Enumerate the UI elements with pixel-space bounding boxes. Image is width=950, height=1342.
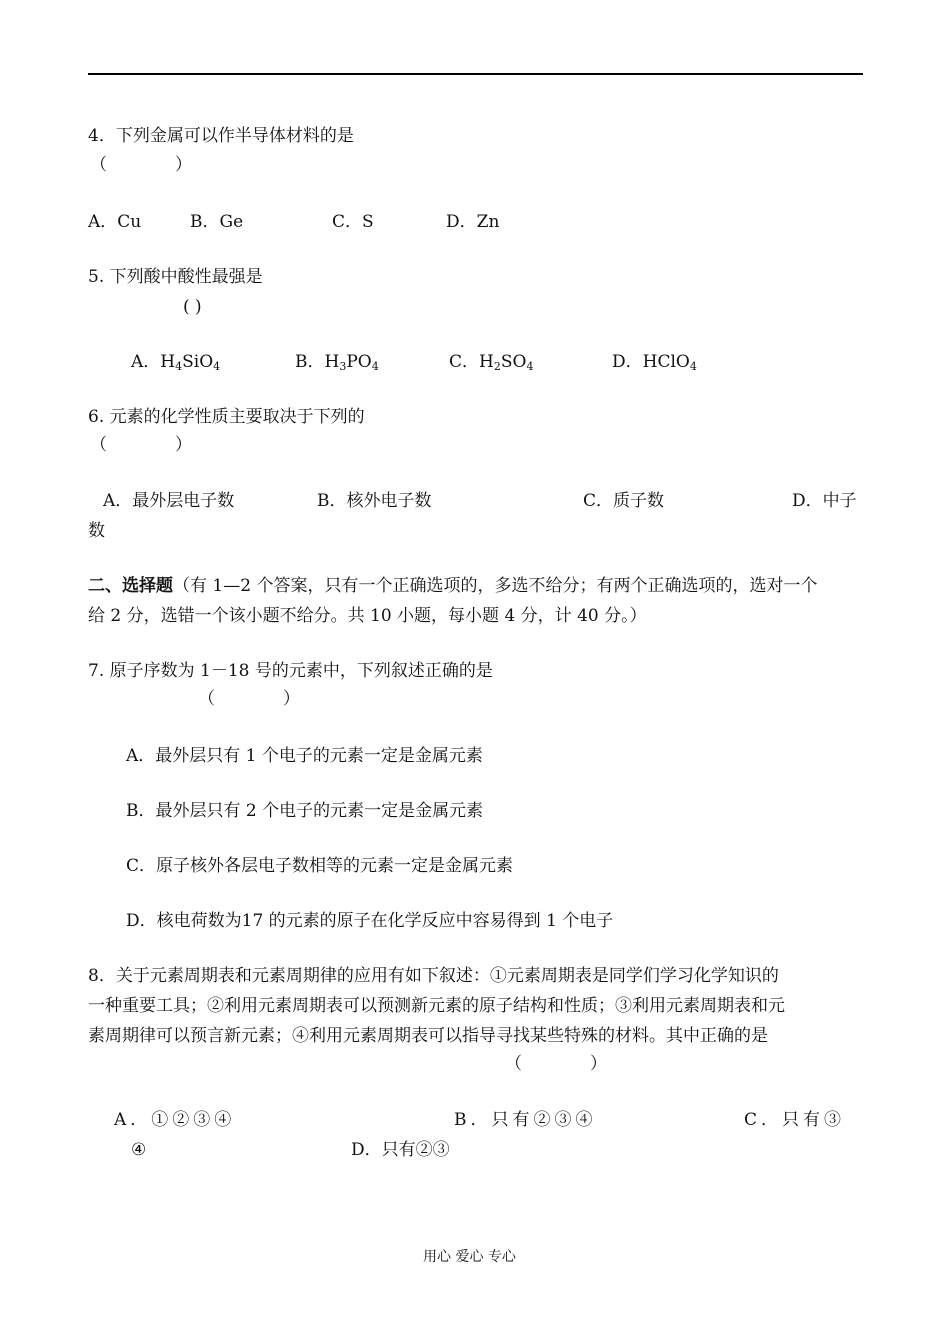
q8-answer-blank: （ ） [505, 1054, 607, 1074]
section2-instructions: （有 1—2 个答案，只有一个正确选项的，多选不给分；有两个正确选项的，选对一个 [173, 576, 818, 596]
q4-option-c: C．S [332, 212, 374, 232]
q7-option-b: B．最外层只有 2 个电子的元素一定是金属元素 [126, 801, 484, 821]
q5-option-a: A．$H_4SiO_4$ [131, 352, 221, 373]
q5-option-d: D．HClO$_4$ [612, 352, 697, 373]
q7-option-d: D．核电荷数为17 的元素的原子在化学反应中容易得到 1 个电子 [126, 911, 614, 931]
q4-option-b: B．Ge [190, 212, 244, 232]
q8-option-d: D．只有②③ [351, 1140, 450, 1160]
q5-option-c: C．$H_2SO_4$ [449, 352, 534, 373]
q7-option-a: A．最外层只有 1 个电子的元素一定是金属元素 [126, 746, 483, 766]
q5-stem: 5. 下列酸中酸性最强是 [88, 267, 263, 287]
q8-stem-line2: 一种重要工具；②利用元素周期表可以预测新元素的原子结构和性质；③利用元素周期表和元 [88, 996, 785, 1016]
q8-option-c-wrap: ④ [131, 1140, 147, 1160]
q7-option-c: C．原子核外各层电子数相等的元素一定是金属元素 [126, 856, 514, 876]
section2-instructions-cont: 给 2 分，选错一个该小题不给分。共 10 小题，每小题 4 分，计 40 分。） [88, 606, 647, 626]
q6-answer-blank: （ ） [90, 435, 192, 455]
q5-answer-blank: ( ) [183, 297, 202, 317]
q6-stem: 6. 元素的化学性质主要取决于下列的 [88, 407, 365, 427]
q6-option-c: C．质子数 [583, 491, 665, 511]
q6-option-d: D．中子 [792, 491, 857, 511]
q8-stem-line3: 素周期律可以预言新元素；④利用元素周期表可以指导寻找某些特殊的材料。其中正确的是 [88, 1026, 768, 1046]
section2-title: 二、选择题 [88, 576, 173, 596]
q8-option-a: A．①②③④ [114, 1110, 236, 1130]
q8-option-c: C．只有③ [744, 1110, 846, 1130]
q5-option-b: B．$H_3PO_4$ [295, 352, 379, 373]
q8-stem-line1: 8．关于元素周期表和元素周期律的应用有如下叙述：①元素周期表是同学们学习化学知识的 [88, 966, 779, 986]
q6-option-b: B．核外电子数 [317, 491, 432, 511]
q4-answer-blank: （ ） [90, 155, 192, 175]
q4-option-d: D．Zn [446, 212, 500, 232]
q8-option-b: B．只有②③④ [454, 1110, 597, 1130]
q6-option-d-wrap: 数 [88, 521, 105, 541]
q4-stem: 4．下列金属可以作半导体材料的是 [88, 126, 354, 146]
page-footer: 用心 爱心 专心 [423, 1249, 516, 1265]
q7-answer-blank: （ ） [198, 689, 300, 709]
q6-option-a: A．最外层电子数 [103, 491, 235, 511]
header-rule [88, 73, 863, 75]
section2-heading [88, 575, 817, 597]
q4-option-a: A．Cu [88, 212, 142, 232]
q7-stem: 7. 原子序数为 1－18 号的元素中，下列叙述正确的是 [88, 661, 493, 681]
